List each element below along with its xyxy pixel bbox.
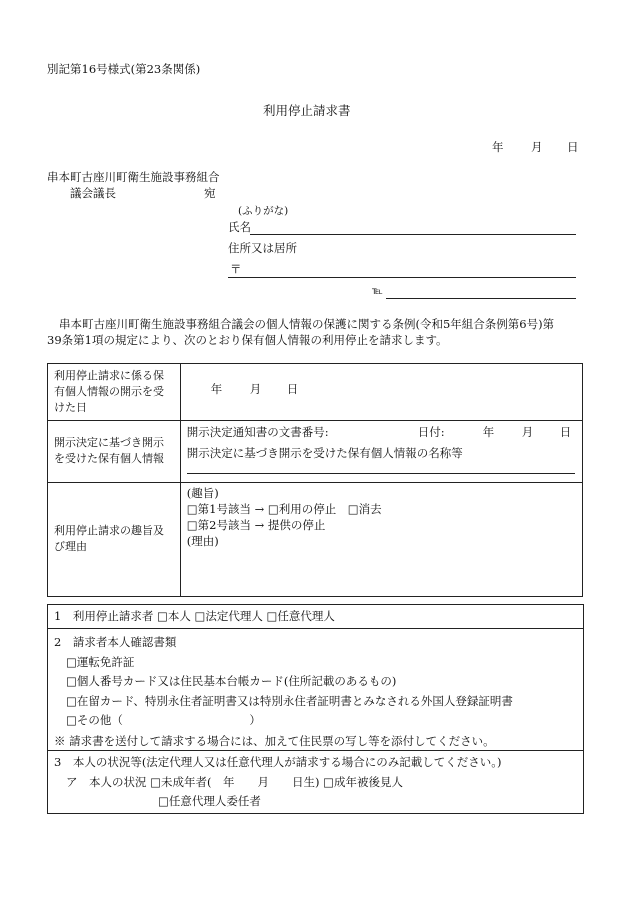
addressee-suffix: 宛: [204, 186, 216, 200]
label-line: 利用停止請求に係る保: [54, 369, 164, 382]
postal-mark: 〒: [230, 262, 242, 276]
table-row-disclosure-date: [48, 364, 583, 421]
addressee-person: 議会議長: [70, 186, 116, 200]
info-name-label: 開示決定に基づき開示を受けた保有個人情報の名称等: [186, 445, 463, 460]
date-day-label: 日: [567, 140, 579, 154]
principal-status-option[interactable]: □任意代理人委任者: [158, 794, 261, 808]
month-label: 月: [521, 424, 534, 439]
form-reference: 別記第16号様式(第23条関係): [47, 62, 201, 76]
year-label: 年: [482, 424, 495, 439]
address-field[interactable]: [228, 277, 576, 278]
divider: [48, 750, 583, 751]
furigana-label: (ふりがな): [238, 205, 289, 217]
year-label: 年: [210, 382, 223, 396]
notice-date-label: 日付:: [417, 424, 445, 439]
phone-icon: ℡: [372, 286, 383, 297]
phone-field[interactable]: [386, 298, 576, 299]
day-label: 日: [286, 382, 299, 396]
disclosure-date-label: [48, 364, 181, 421]
name-field[interactable]: [250, 234, 576, 235]
label-line: を受けた保有個人情報: [54, 452, 164, 466]
label-line: び理由: [54, 540, 87, 554]
intro-line-1: 串本町古座川町衛生施設事務組合議会の個人情報の保護に関する条例(令和5年組合条例第6号)第: [59, 317, 555, 331]
requester-type-row[interactable]: 1 利用停止請求者 □本人 □法定代理人 □任意代理人: [54, 609, 335, 623]
addressee-org: 串本町古座川町衛生施設事務組合: [47, 170, 220, 184]
id-doc-option[interactable]: □その他（ ）: [66, 713, 261, 727]
id-docs-note: ※ 請求書を送付して請求する場合には、加えて住民票の写し等を添付してください。: [54, 734, 495, 748]
option-clause-1[interactable]: □第1号該当 → □利用の停止 □消去: [186, 501, 382, 516]
reason-heading: (理由): [186, 533, 219, 548]
label-line: けた日: [54, 400, 87, 414]
address-label: 住所又は居所: [228, 241, 297, 255]
id-docs-heading: 2 請求者本人確認書類: [54, 635, 177, 649]
option-clause-2[interactable]: □第2号該当 → 提供の停止: [186, 517, 326, 532]
purpose-heading: (趣旨): [186, 485, 219, 500]
intro-line-2: 39条第1項の規定により、次のとおり保有個人情報の利用停止を請求します。: [47, 333, 448, 347]
label-line: 有個人情報の開示を受: [54, 384, 164, 398]
disclosed-info-field[interactable]: [180, 420, 582, 482]
label-line: 利用停止請求の趣旨及: [54, 524, 164, 538]
page-title: 利用停止請求書: [263, 103, 351, 118]
requester-details-box: [47, 604, 584, 814]
table-row-purpose-reason: [48, 482, 583, 596]
purpose-reason-field[interactable]: [180, 482, 582, 596]
id-doc-option[interactable]: □個人番号カード又は住民基本台帳カード(住所記載のあるもの): [66, 674, 397, 688]
day-label: 日: [559, 424, 572, 439]
disclosed-info-label: [48, 420, 181, 482]
month-label: 月: [249, 382, 262, 396]
info-name-line: [187, 473, 575, 474]
disclosure-date-field[interactable]: [180, 364, 582, 421]
date-month-label: 月: [531, 140, 543, 154]
date-year-label: 年: [492, 140, 504, 154]
purpose-reason-label: [48, 482, 181, 596]
name-label: 氏名: [228, 220, 251, 234]
id-doc-option[interactable]: □運転免許証: [66, 655, 135, 669]
notice-number-label: 開示決定通知書の文書番号:: [186, 424, 329, 439]
principal-status-heading: 3 本人の状況等(法定代理人又は任意代理人が請求する場合にのみ記載してください。): [54, 755, 502, 769]
request-table: [47, 363, 583, 597]
divider: [48, 628, 583, 629]
id-doc-option[interactable]: □在留カード、特別永住者証明書又は特別永住者証明書とみなされる外国人登録証明書: [66, 694, 513, 708]
table-row-disclosed-info: [48, 420, 583, 482]
principal-status-row[interactable]: ア 本人の状況 □未成年者( 年 月 日生) □成年被後見人: [66, 775, 404, 789]
label-line: 開示決定に基づき開示: [54, 436, 164, 450]
